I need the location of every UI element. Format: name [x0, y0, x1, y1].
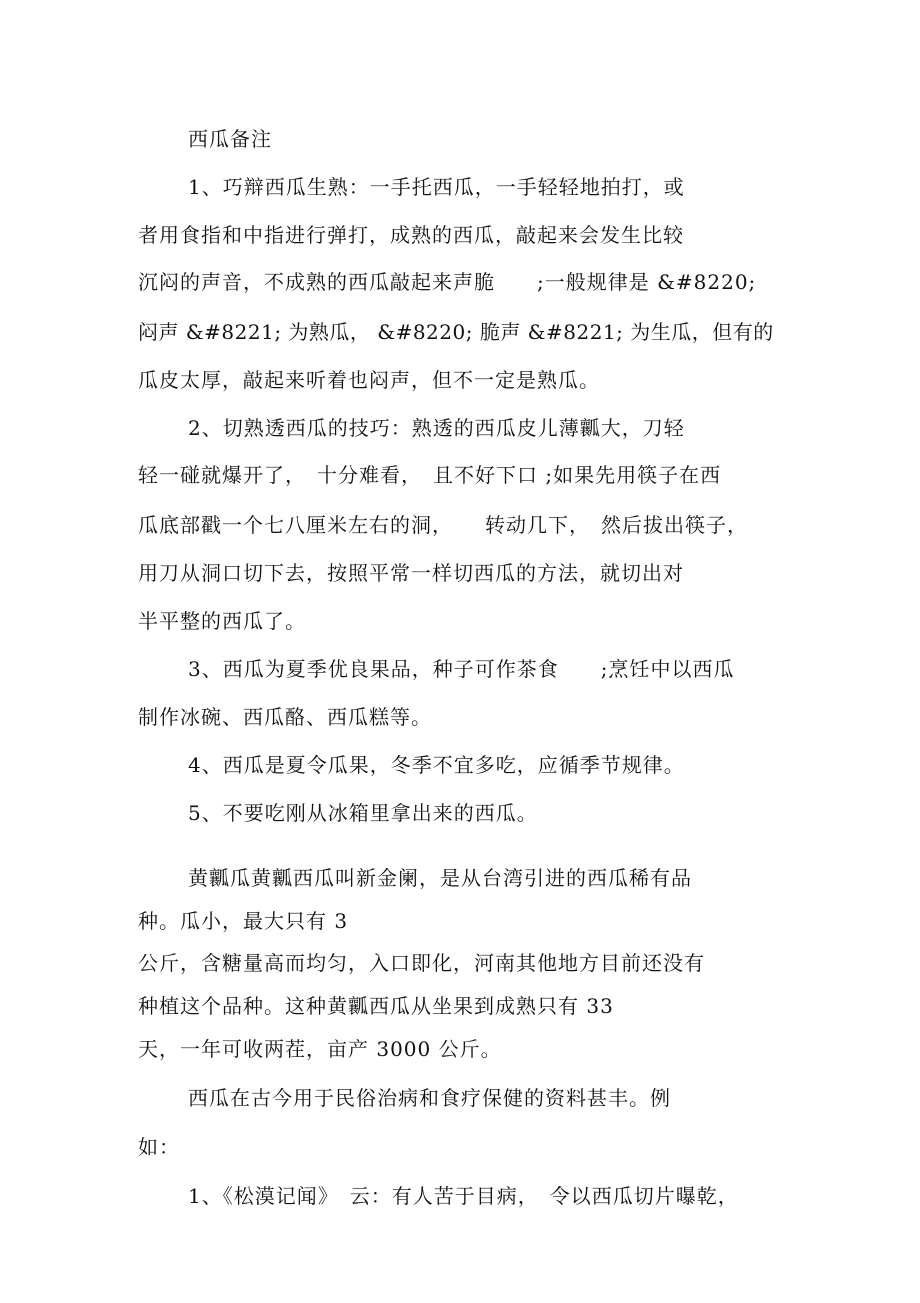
text-line: 沉闷的声音，不成熟的西瓜敲起来声脆 ;一般规律是 &#8220;	[138, 270, 757, 294]
text-line: 瓜皮太厚，敲起来听着也闷声，但不一定是熟瓜。	[138, 368, 600, 392]
text-line: 闷声 &#8221; 为熟瓜， &#8220; 脆声 &#8221; 为生瓜，但有的	[138, 320, 774, 344]
text-line: 西瓜在古今用于民俗治病和食疗保健的资料甚丰。例	[188, 1086, 671, 1110]
text-line: 种。瓜小，最大只有 3	[138, 909, 349, 933]
text-line: 2、切熟透西瓜的技巧：熟透的西瓜皮儿薄瓤大，刀轻	[188, 416, 685, 440]
text-line: 半平整的西瓜了。	[138, 609, 306, 633]
text-line: 3、西瓜为夏季优良果品，种子可作茶食 ;烹饪中以西瓜	[188, 657, 735, 681]
text-line: 者用食指和中指进行弹打，成熟的西瓜，敲起来会发生比较	[138, 223, 684, 247]
text-line: 黄瓤瓜黄瓤西瓜叫新金阑，是从台湾引进的西瓜稀有品	[188, 866, 692, 890]
text-line: 5、不要吃刚从冰箱里拿出来的西瓜。	[188, 801, 538, 825]
text-line: 公斤，含糖量高而均匀，入口即化，河南其他地方目前还没有	[138, 951, 705, 975]
text-line: 制作冰碗、西瓜酪、西瓜糕等。	[138, 705, 432, 729]
text-line: 种植这个品种。这种黄瓤西瓜从坐果到成熟只有 33	[138, 994, 614, 1018]
text-line: 瓜底部戳一个七八厘米左右的洞， 转动几下， 然后拔出筷子，	[138, 513, 748, 537]
text-line: 1、《松漠记闻》 云：有人苦于目病， 令以西瓜切片曝乾，	[188, 1184, 739, 1208]
text-line: 轻一碰就爆开了， 十分难看， 且不好下口 ;如果先用筷子在西	[138, 463, 722, 487]
text-line: 1、巧辩西瓜生熟：一手托西瓜，一手轻轻地拍打，或	[188, 175, 685, 199]
text-line: 如：	[138, 1135, 180, 1159]
text-line: 天，一年可收两茬，亩产 3000 公斤。	[138, 1037, 502, 1061]
text-line: 用刀从洞口切下去，按照平常一样切西瓜的方法，就切出对	[138, 561, 684, 585]
text-line: 4、西瓜是夏令瓜果，冬季不宜多吃，应循季节规律。	[188, 753, 685, 777]
document-title: 西瓜备注	[188, 127, 272, 151]
